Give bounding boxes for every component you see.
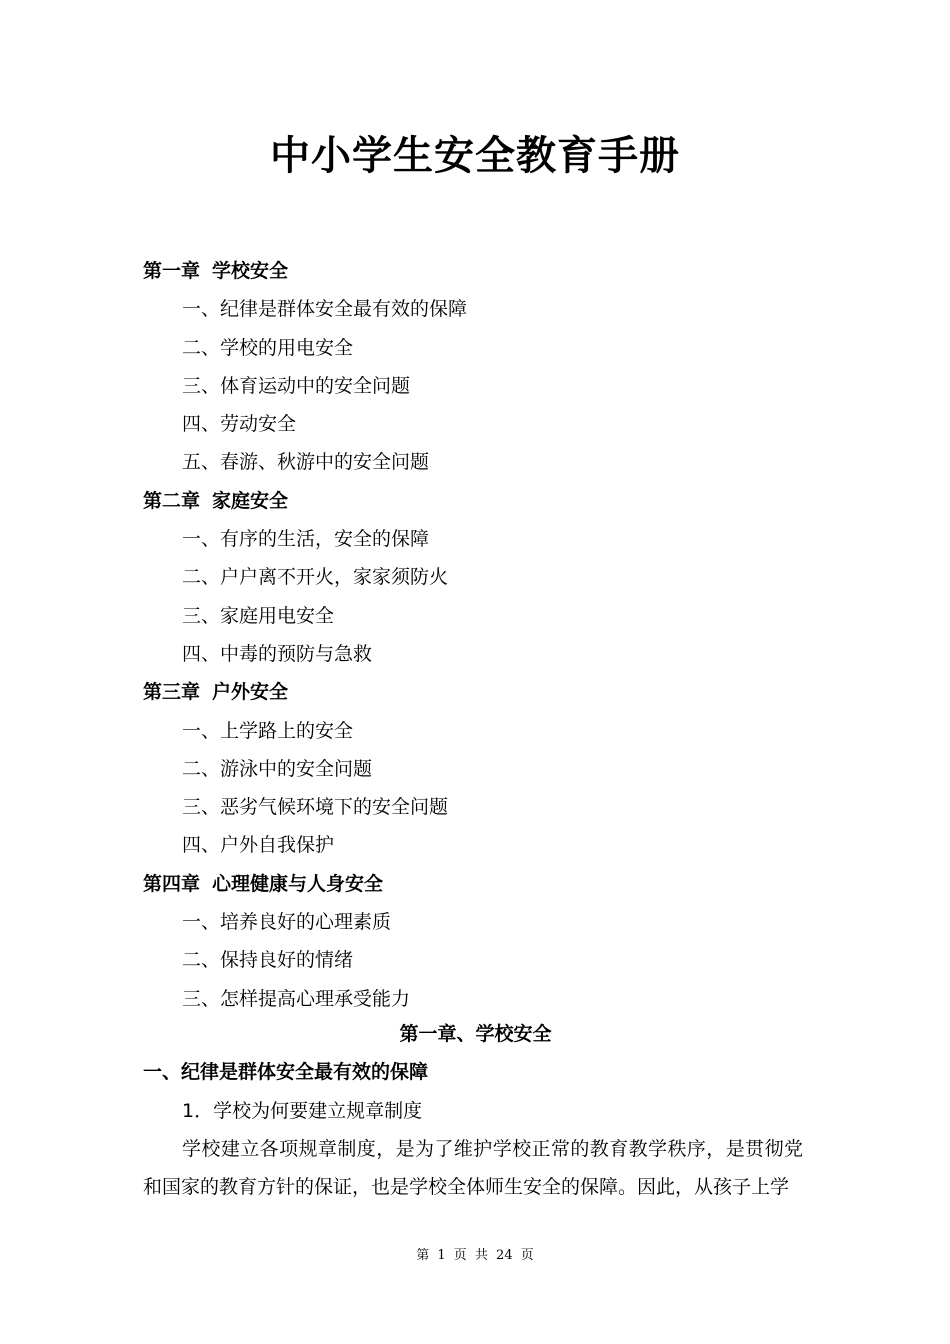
- table-of-contents: [143, 252, 823, 1018]
- toc-section[interactable]: 四、中毒的预防与急救: [182, 642, 373, 665]
- document-title: 中小学生安全教育手册: [270, 133, 680, 179]
- toc-section[interactable]: 三、怎样提高心理承受能力: [182, 987, 411, 1010]
- toc-section[interactable]: 一、上学路上的安全: [182, 719, 354, 742]
- toc-section[interactable]: 一、培养良好的心理素质: [182, 911, 392, 934]
- toc-chapter-number: 第四章: [143, 872, 201, 895]
- body-chapter-heading: 第一章、学校安全: [399, 1023, 552, 1045]
- body-content: [143, 1015, 803, 1206]
- toc-chapter-title: 心理健康与人身安全: [212, 872, 384, 895]
- toc-section[interactable]: 二、游泳中的安全问题: [182, 757, 373, 780]
- toc-section[interactable]: 四、户外自我保护: [182, 834, 335, 857]
- toc-chapter-title: 户外安全: [212, 681, 289, 704]
- toc-section[interactable]: 五、春游、秋游中的安全问题: [182, 451, 430, 474]
- body-subheading: 1．学校为何要建立规章制度: [182, 1099, 423, 1122]
- toc-chapter-number: 第二章: [143, 489, 201, 512]
- toc-section[interactable]: 四、劳动安全: [182, 413, 297, 436]
- toc-chapter[interactable]: [143, 865, 823, 903]
- toc-chapter-title: 学校安全: [212, 260, 289, 282]
- toc-section[interactable]: 二、学校的用电安全: [182, 336, 354, 359]
- toc-chapter[interactable]: [143, 252, 823, 290]
- toc-section[interactable]: 二、户户离不开火，家家须防火: [182, 566, 449, 589]
- toc-section[interactable]: 三、体育运动中的安全问题: [182, 374, 411, 397]
- toc-section[interactable]: 二、保持良好的情绪: [182, 949, 354, 972]
- toc-section[interactable]: 三、恶劣气候环境下的安全问题: [182, 796, 449, 819]
- page-footer: 第 1 页 共 24 页: [416, 1248, 534, 1263]
- toc-chapter[interactable]: [143, 482, 823, 520]
- toc-section[interactable]: 一、纪律是群体安全最有效的保障: [182, 298, 468, 321]
- toc-section[interactable]: 一、有序的生活，安全的保障: [182, 528, 430, 551]
- body-section-heading: 一、纪律是群体安全最有效的保障: [143, 1061, 429, 1084]
- toc-section[interactable]: 三、家庭用电安全: [182, 604, 335, 627]
- toc-chapter-number: 第一章: [143, 260, 201, 282]
- toc-chapter-number: 第三章: [143, 681, 201, 704]
- body-paragraph: 学校建立各项规章制度，是为了维护学校正常的教育教学秩序，是贯彻党和国家的教育方针的保证，也是学校全体师生安全的保障。因此，从孩子上学: [143, 1137, 803, 1199]
- toc-chapter-title: 家庭安全: [212, 489, 289, 512]
- toc-chapter[interactable]: [143, 673, 823, 711]
